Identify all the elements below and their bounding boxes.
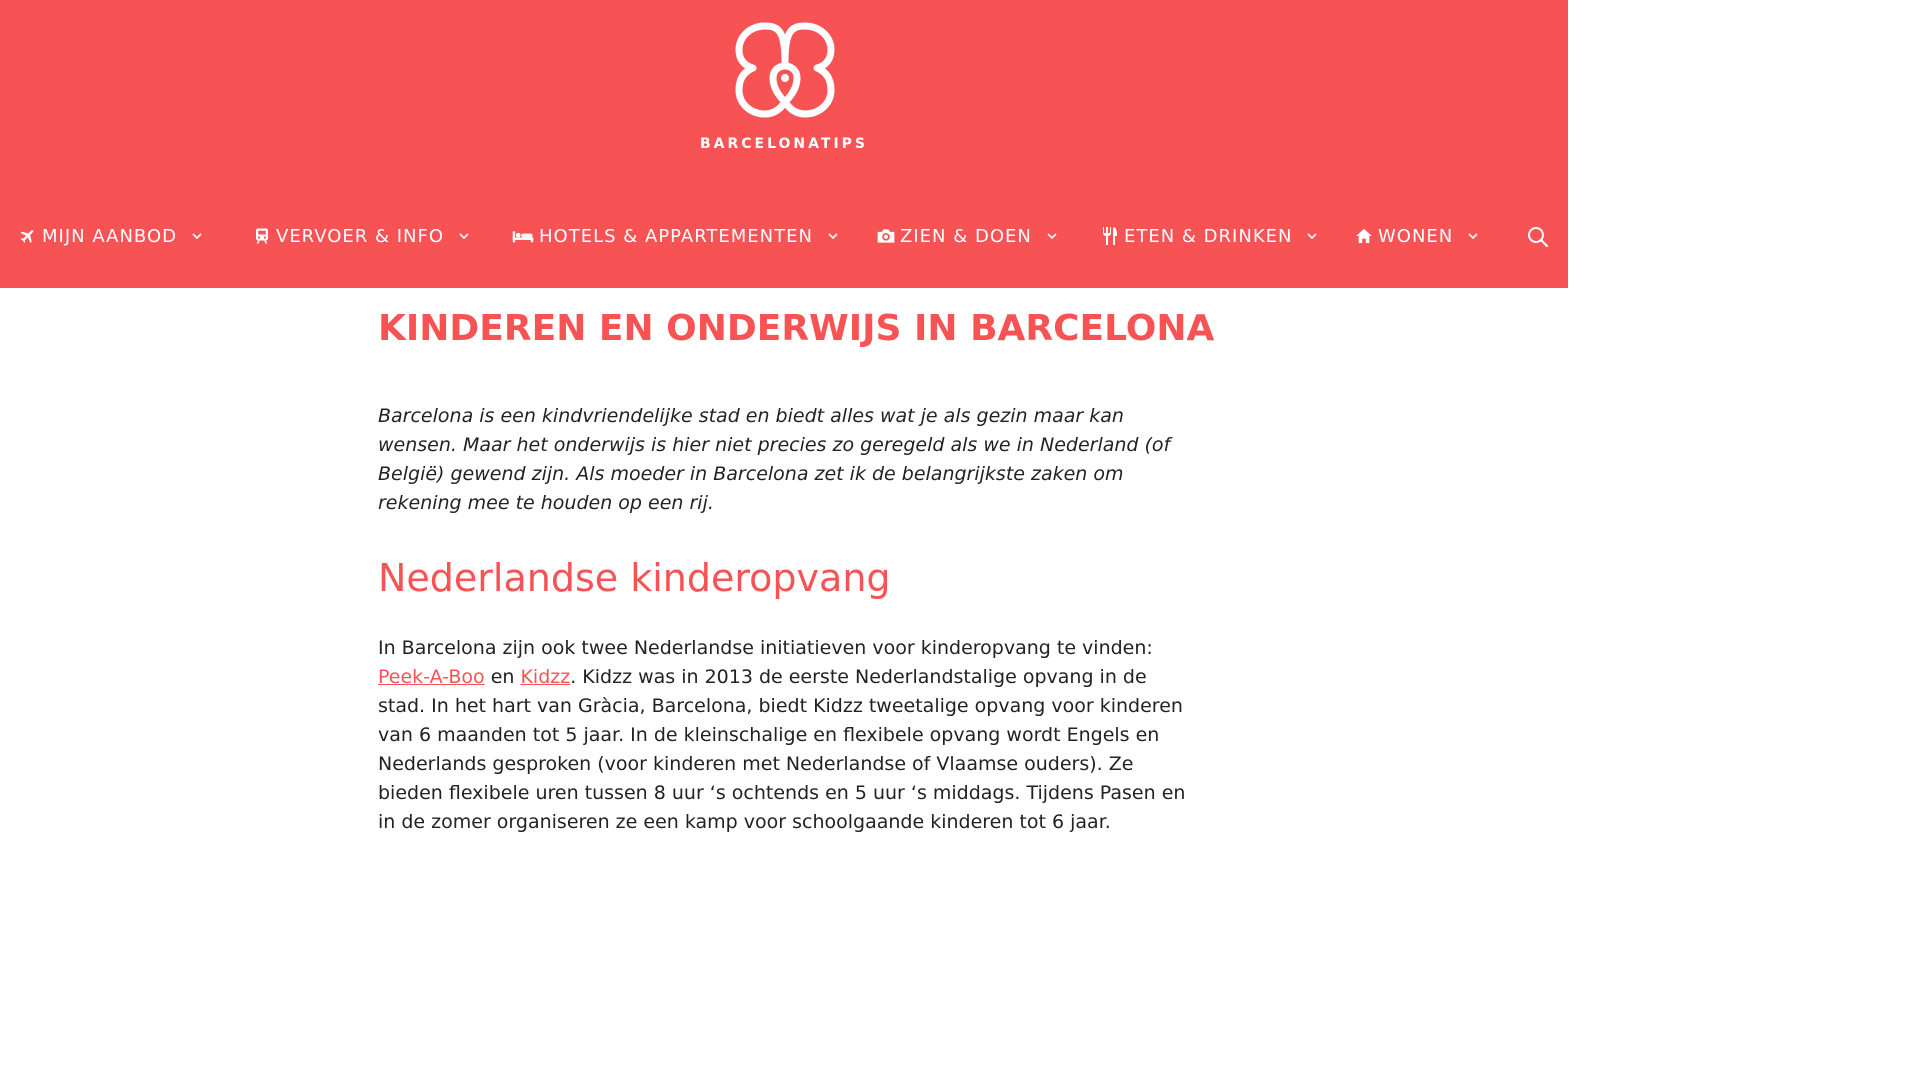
camera-icon	[876, 226, 896, 246]
nav-item-mijn-aanbod[interactable]	[18, 216, 205, 256]
nav-item-label: ETEN & DRINKEN	[1124, 225, 1293, 247]
paragraph-text: . Kidzz was in 2013 de eerste Nederlandstalige opvang in de stad. In het hart van Gràcia, Barcelona, biedt Kidzz tweetalige opvang voor kinderen van 6 maanden tot 5 jaar. In de kleinschalige en flexibele opvang wordt Engels en Nederlands gesproken (voor kinderen met Nederlandse of Vlaamse ouders). Ze bieden flexibele uren tussen 8 uur ‘s ochtends en 5 uur ‘s middags. Tijdens Pasen en in de zomer organiseren ze een kamp voor schoolgaande kinderen tot 6 jaar.	[378, 666, 1186, 833]
section-heading: Nederlandse kinderopvang	[378, 556, 891, 600]
paragraph-text: en	[484, 666, 521, 688]
bed-icon	[511, 226, 535, 246]
nav-item-zien-doen[interactable]	[876, 216, 1060, 256]
train-icon	[252, 226, 272, 246]
nav-item-label: VERVOER & INFO	[276, 225, 445, 247]
nav-item-vervoer-info[interactable]	[252, 216, 472, 256]
kidzz-link[interactable]: Kidzz	[520, 666, 571, 688]
home-icon	[1354, 226, 1374, 246]
utensils-icon	[1100, 226, 1120, 246]
nav-item-label: ZIEN & DOEN	[900, 225, 1032, 247]
chevron-down-icon	[1304, 228, 1320, 244]
nav-item-label: WONEN	[1378, 225, 1454, 247]
brand-logo-icon[interactable]	[735, 22, 835, 118]
site-header	[0, 0, 1568, 288]
main-navigation	[0, 216, 1568, 256]
article-paragraph	[378, 634, 1190, 837]
chevron-down-icon	[825, 228, 841, 244]
nav-item-label: HOTELS & APPARTEMENTEN	[539, 225, 813, 247]
chevron-down-icon	[189, 228, 205, 244]
article-intro: Barcelona is een kindvriendelijke stad en biedt alles wat je als gezin maar kan wensen. Maar het onderwijs is hier niet precies zo geregeld als we in Nederland (of België) gewend zijn. Als moeder in Barcelona zet ik de belangrijkste zaken om rekening mee te houden op een rij.	[378, 405, 1171, 514]
nav-item-label: MIJN AANBOD	[42, 225, 177, 247]
brand-name[interactable]: BARCELONATIPS	[699, 136, 868, 152]
chevron-down-icon	[456, 228, 472, 244]
nav-item-eten-drinken[interactable]	[1100, 216, 1320, 256]
search-icon[interactable]	[1527, 226, 1549, 248]
nav-item-hotels-appartementen[interactable]	[511, 216, 841, 256]
chevron-down-icon	[1044, 228, 1060, 244]
chevron-down-icon	[1465, 228, 1481, 244]
plane-icon	[18, 226, 38, 246]
nav-item-wonen[interactable]	[1354, 216, 1481, 256]
page-title: KINDEREN EN ONDERWIJS IN BARCELONA	[378, 308, 1215, 349]
peek-a-boo-link[interactable]: Peek-A-Boo	[378, 666, 485, 688]
paragraph-text: In Barcelona zijn ook twee Nederlandse initiatieven voor kinderopvang te vinden:	[378, 637, 1153, 659]
